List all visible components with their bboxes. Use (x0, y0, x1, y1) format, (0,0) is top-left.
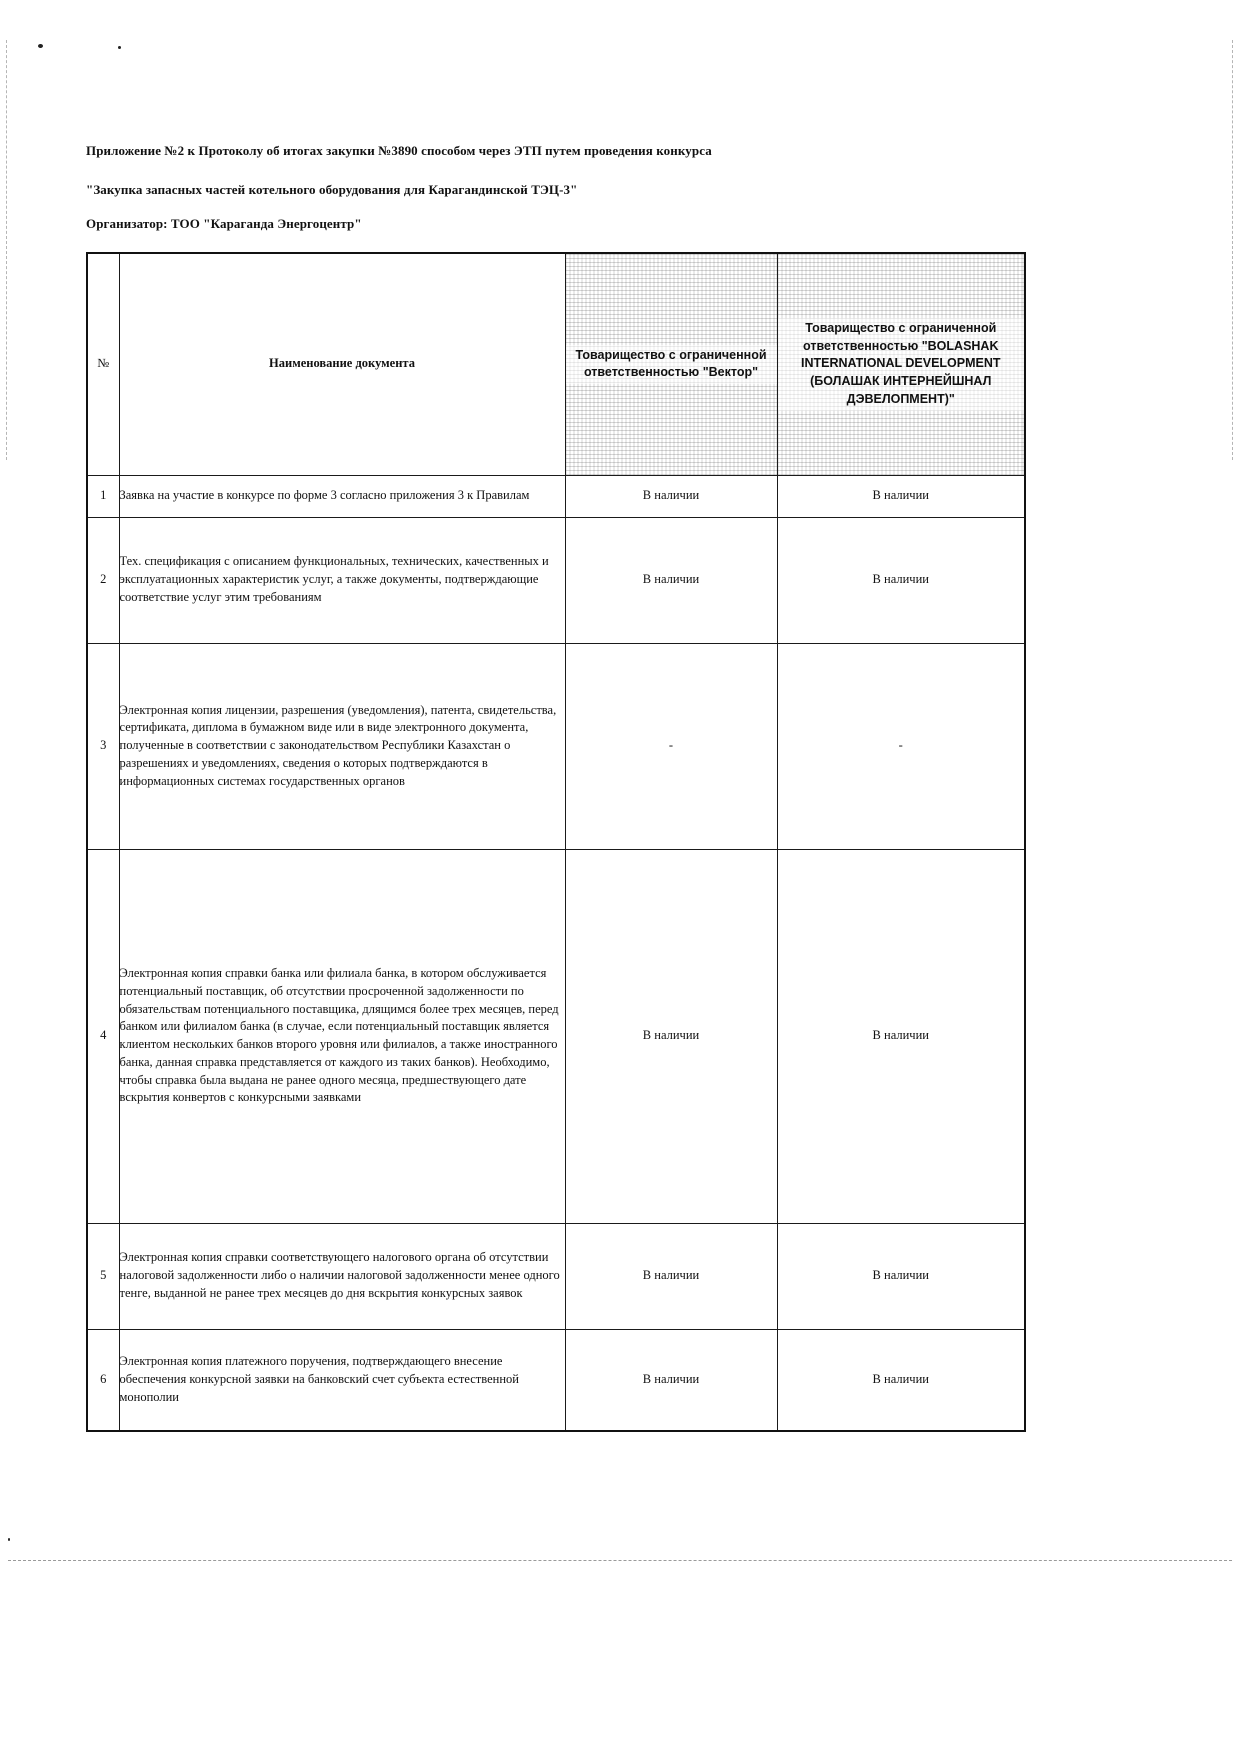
table-row (87, 517, 1025, 643)
column-header-number: № (87, 253, 119, 475)
table-row (87, 1223, 1025, 1329)
row-number: 4 (87, 849, 119, 1223)
table-header-row (87, 253, 1025, 475)
document-name-cell: Заявка на участие в конкурсе по форме 3 согласно приложения 3 к Правилам (119, 475, 565, 517)
organizer-line: Организатор: ТОО "Караганда Энергоцентр" (86, 216, 362, 231)
vendor-vektor-status: В наличии (565, 849, 777, 1223)
vendor-bolashak-name: Товарищество с ограниченной ответственностью "BOLASHAK INTERNATIONAL DEVELOPMENT (БОЛАШАК ИНТЕРНЕЙШНАЛ ДЭВЕЛОПМЕНТ)" (778, 318, 1025, 411)
column-header-document-name: Наименование документа (119, 253, 565, 475)
vendor-vektor-status: В наличии (565, 517, 777, 643)
vendor-bolashak-status: В наличии (777, 1223, 1025, 1329)
table-row (87, 475, 1025, 517)
documents-table (86, 252, 1026, 1432)
procurement-subject: "Закупка запасных частей котельного оборудования для Карагандинской ТЭЦ-3" (86, 182, 578, 197)
column-header-vendor-bolashak (777, 253, 1025, 475)
scan-line-artifact (8, 1560, 1232, 1561)
document-name-cell: Тех. спецификация с описанием функциональных, технических, качественных и эксплуатационных характеристик услуг, а также документы, подтверждающие соответствие услуг этим требованиям (119, 517, 565, 643)
vendor-vektor-status: - (565, 643, 777, 849)
appendix-title: Приложение №2 к Протоколу об итогах закупки №3890 способом через ЭТП путем проведения конкурса (86, 143, 712, 158)
row-number: 1 (87, 475, 119, 517)
document-name-cell: Электронная копия справки банка или филиала банка, в котором обслуживается потенциальный поставщик, об отсутствии просроченной задолженности по обязательствам потенциального поставщика, длящимся более трех месяцев, перед банком или филиалом банка (в случае, если потенциальный поставщик является клиентом нескольких банков второго уровня или филиалов, а также иностранного банка, данная справка представляется от каждого из таких банков). Необходимо, чтобы справка была выдана не ранее одного месяца, предшествующего дате вскрытия конвертов с конкурсными заявками (119, 849, 565, 1223)
scan-speck (8, 1538, 10, 1541)
scan-speck (118, 46, 121, 49)
vendor-vektor-status: В наличии (565, 1223, 777, 1329)
column-header-vendor-vektor (565, 253, 777, 475)
vendor-bolashak-status: В наличии (777, 475, 1025, 517)
scan-edge-artifact (1232, 40, 1233, 460)
scan-edge-artifact (6, 40, 7, 460)
row-number: 5 (87, 1223, 119, 1329)
table-row (87, 1329, 1025, 1431)
vendor-bolashak-status: В наличии (777, 517, 1025, 643)
document-name-cell: Электронная копия платежного поручения, подтверждающего внесение обеспечения конкурсной заявки на банковский счет субъекта естественной монополии (119, 1329, 565, 1431)
vendor-bolashak-status: В наличии (777, 849, 1025, 1223)
document-name-cell: Электронная копия лицензии, разрешения (уведомления), патента, свидетельства, сертификата, диплома в бумажном виде или в виде электронного документа, полученные в соответствии с законодательством Республики Казахстан о разрешениях и уведомлениях, сведения о которых подтверждаются в информационных системах государственных органов (119, 643, 565, 849)
row-number: 2 (87, 517, 119, 643)
vendor-vektor-name: Товарищество с ограниченной ответственностью "Вектор" (566, 345, 777, 385)
table-row (87, 643, 1025, 849)
vendor-vektor-status: В наличии (565, 475, 777, 517)
vendor-vektor-status: В наличии (565, 1329, 777, 1431)
scan-speck (38, 44, 43, 48)
table-row (87, 849, 1025, 1223)
vendor-bolashak-status: - (777, 643, 1025, 849)
vendor-bolashak-status: В наличии (777, 1329, 1025, 1431)
document-name-cell: Электронная копия справки соответствующего налогового органа об отсутствии налоговой задолженности либо о наличии налоговой задолженности менее одного тенге, выданной не ранее трех месяцев до дня вскрытия конкурсных заявок (119, 1223, 565, 1329)
row-number: 3 (87, 643, 119, 849)
row-number: 6 (87, 1329, 119, 1431)
